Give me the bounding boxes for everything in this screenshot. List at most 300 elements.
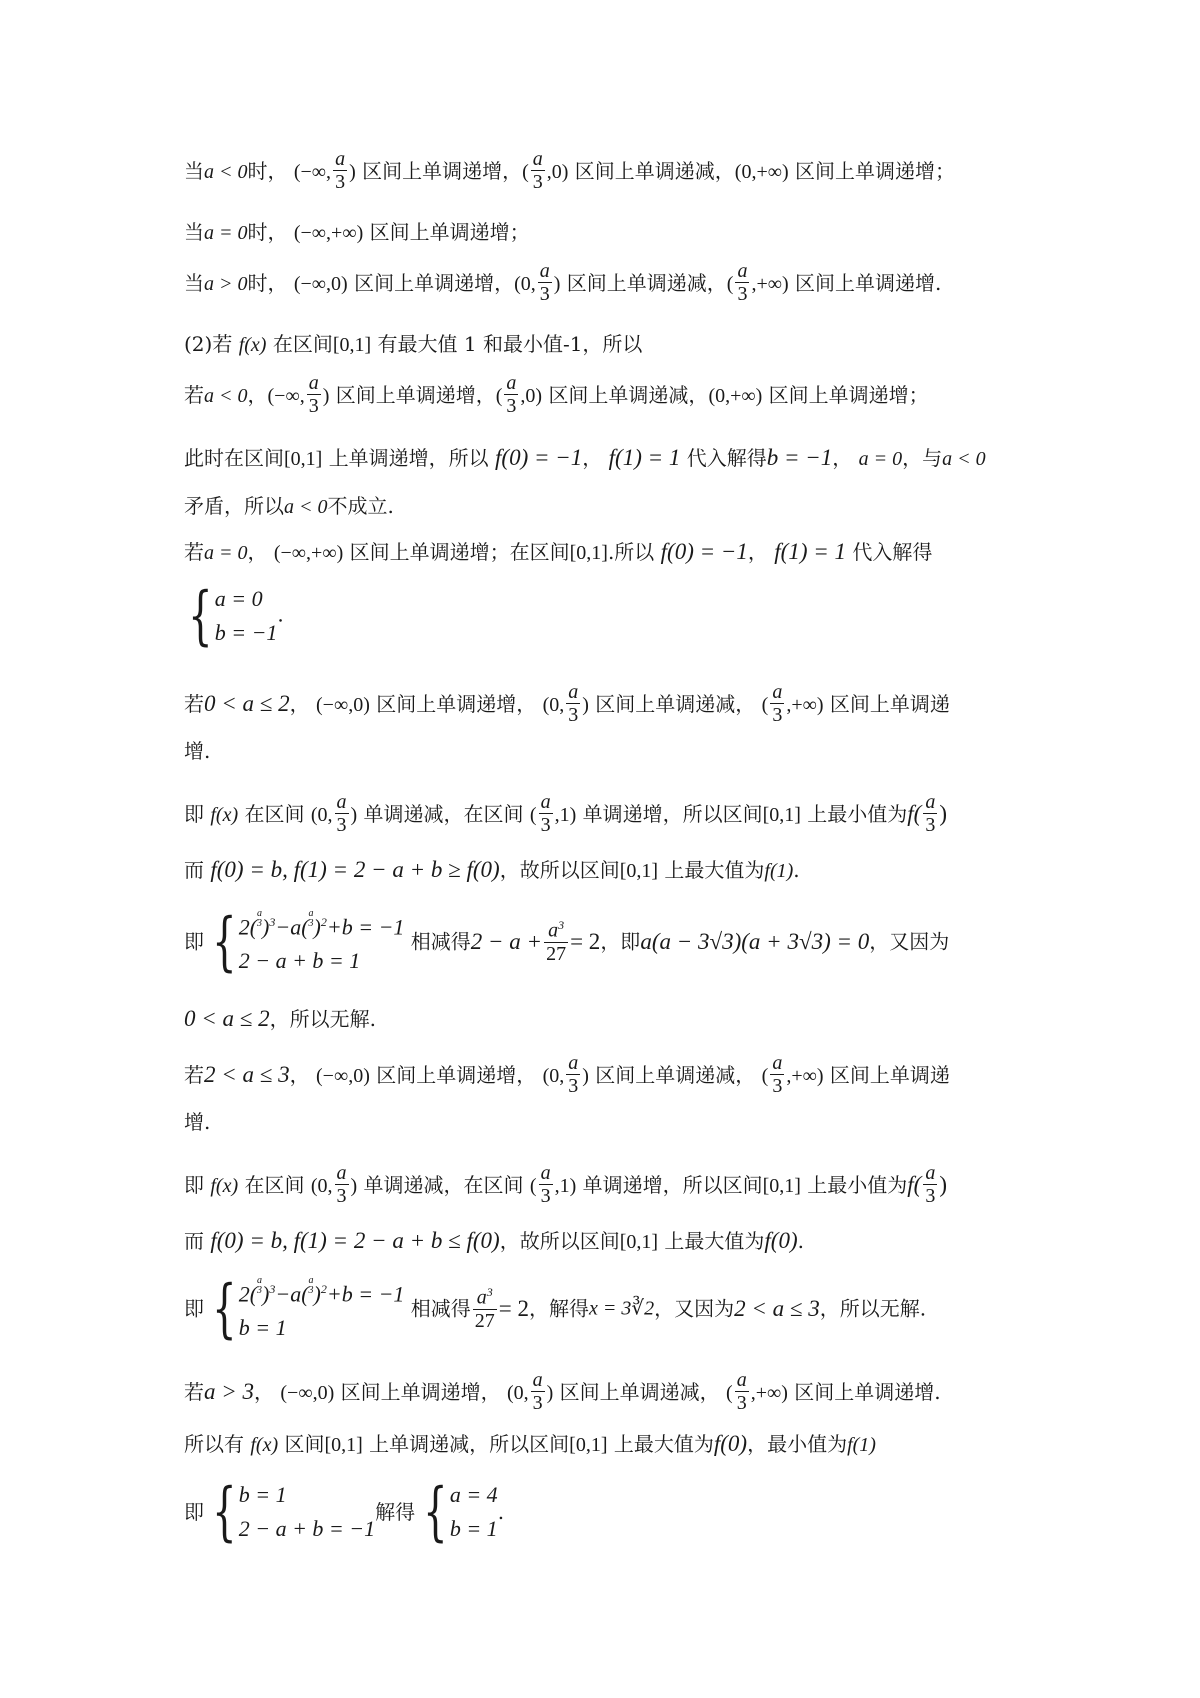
math: (−∞, [267, 385, 305, 407]
fraction [333, 148, 347, 193]
text: 此时在区间 [184, 446, 284, 470]
math: f(0) = b, f(1) = 2 − a + b ≥ f(0) [210, 857, 500, 882]
eq-part: ) [262, 914, 270, 940]
text: 即 [184, 1500, 204, 1524]
numerator: a [257, 1275, 263, 1286]
equation-system-2 [184, 905, 1054, 978]
text: 时， [247, 159, 288, 183]
fraction [923, 791, 937, 836]
system-body [239, 905, 405, 978]
math: ) [322, 385, 330, 407]
math: ) [553, 273, 561, 295]
fraction [335, 1162, 349, 1207]
math: f(0) [713, 1431, 748, 1456]
math: ( [726, 273, 734, 295]
math: = 2 [570, 929, 601, 955]
text: 区间上单调递增， [335, 383, 496, 407]
text: 在区间 [272, 332, 333, 356]
denominator: 3 [772, 1075, 783, 1097]
equation: b = 1 [238, 1482, 287, 1507]
text: 在区间 [244, 802, 305, 826]
math: ,+∞) [786, 694, 824, 716]
eq-part: ) [262, 1281, 270, 1307]
math: 0 < a ≤ 2 [204, 691, 290, 716]
text: 若 [184, 692, 204, 716]
math: ) [546, 1382, 554, 1404]
denominator: 3 [336, 1185, 347, 1207]
text: ， [289, 1063, 310, 1087]
numerator: a [772, 1052, 783, 1074]
numerator: a [925, 1162, 936, 1184]
denominator: 27 [546, 943, 567, 965]
text: 上最大值为 [664, 858, 765, 882]
math: a > 0 [204, 273, 248, 295]
equation: 2 − a + b = 1 [238, 948, 361, 974]
text: 单调递减，在区间 [363, 1173, 524, 1197]
eq-part: ) [313, 1281, 321, 1307]
math: b = −1 [766, 445, 833, 470]
math: ( [529, 804, 537, 826]
math: [0,1] [619, 1231, 659, 1253]
system-body [215, 582, 278, 650]
math: ( [522, 161, 529, 183]
math: f(1) = 1 [774, 539, 847, 564]
text: 若 [184, 1380, 204, 1404]
fraction [539, 791, 553, 836]
text: ，即 [600, 929, 641, 954]
text-line-12 [184, 793, 1054, 838]
text: 不成立. [327, 494, 394, 518]
denominator: 27 [474, 1310, 495, 1332]
math: (0,+∞) [708, 385, 763, 407]
text: 相减得 [410, 929, 471, 954]
denominator: 3 [772, 704, 783, 726]
math: [0,1] [569, 542, 608, 564]
fraction [307, 372, 321, 417]
text: 即 [184, 802, 204, 826]
text: ，与 [902, 446, 943, 470]
math: f(0) = −1 [660, 539, 748, 564]
denominator: 3 [736, 1392, 747, 1414]
math: f(x) [210, 804, 239, 826]
denominator: 3 [335, 171, 346, 193]
text-line-8 [184, 540, 1054, 563]
text: 而 [184, 1229, 204, 1253]
math: ) [939, 801, 948, 826]
text: 区间上单调递减， [574, 159, 735, 183]
text: 区间上单调递增. [795, 271, 942, 295]
text-line-10 [184, 683, 1054, 728]
text: 解得 [375, 1500, 416, 1524]
text: 单调递增，所以区间 [582, 802, 763, 826]
denominator: 3 [532, 1392, 543, 1414]
text: ，又因为 [869, 929, 950, 954]
text: 上单调递减，所以区间 [369, 1432, 570, 1456]
text-line-15 [184, 1007, 1054, 1030]
fraction [566, 1052, 580, 1097]
text: 区间上单调递增， [376, 1063, 537, 1087]
eq-part: 2( [238, 914, 258, 940]
text: 若 [184, 383, 204, 407]
equation [239, 905, 405, 944]
fraction [735, 260, 749, 305]
math: (0, [506, 1382, 529, 1404]
text: 若 [184, 540, 204, 564]
text-line-3 [184, 262, 1054, 307]
numerator [473, 1281, 497, 1309]
numerator: a [737, 260, 748, 282]
equation: a = 4 [449, 1482, 498, 1507]
left-brace: { [423, 1475, 448, 1549]
fraction [544, 914, 568, 965]
denominator: 3 [257, 918, 263, 929]
text: ，故所以区间 [499, 858, 620, 882]
math: a < 0 [204, 161, 248, 183]
text: 即 [184, 929, 204, 954]
text: 上最大值为 [664, 1229, 765, 1253]
denominator: 3 [925, 1185, 936, 1207]
math: a = 0 [858, 448, 903, 470]
math: f(1) [847, 1434, 876, 1456]
text: 区间上单调递增； [768, 383, 929, 407]
math: (−∞,0) [293, 273, 348, 295]
text-line-4 [184, 334, 1054, 355]
text: ， [247, 540, 268, 564]
text: ， [247, 383, 268, 407]
math: (0, [310, 804, 333, 826]
text: 当 [184, 271, 204, 295]
text: ，最小值为 [747, 1432, 848, 1456]
equation: 2 − a + b = −1 [238, 1516, 376, 1541]
math: f(1) = 1 [608, 445, 681, 470]
text: . [497, 1500, 505, 1524]
math: f(x) [238, 334, 267, 356]
denominator: 3 [257, 1285, 263, 1296]
math: ,0) [546, 161, 569, 183]
fraction [531, 148, 545, 193]
equation-system-1 [180, 579, 1050, 653]
text: 区间上单调递减， [548, 383, 709, 407]
text-line-21 [184, 1371, 1054, 1416]
denominator: 3 [925, 814, 936, 836]
equation: a = 0 [214, 586, 263, 611]
math: (−∞, [293, 161, 332, 183]
text-line-1 [184, 150, 1054, 195]
math: ) [582, 1065, 589, 1087]
text: ，所以无解. [819, 1296, 927, 1321]
text-line-22 [184, 1432, 1054, 1455]
math: f( [907, 1172, 922, 1197]
numerator: a [736, 1369, 747, 1391]
text: 在区间 [244, 1173, 305, 1197]
fraction [539, 1162, 553, 1207]
eq-part: +b = −1 [326, 1281, 405, 1307]
math: (0, [310, 1175, 333, 1197]
text-line-19 [184, 1229, 1054, 1252]
text: 区间上单调递增；在区间 [349, 540, 570, 564]
text-line-18 [184, 1164, 1054, 1209]
math: ,1) [554, 1175, 577, 1197]
text: ， [747, 540, 768, 564]
denominator: 3 [568, 704, 579, 726]
text: 区间上单调递增， [354, 271, 515, 295]
math: a < 0 [204, 385, 248, 407]
text: 区间上单调递增， [362, 159, 523, 183]
denominator: 3 [539, 283, 550, 305]
math: (−∞,+∞) [293, 222, 364, 244]
text: 区间上单调递增； [795, 159, 956, 183]
math: ( [529, 1175, 537, 1197]
text-line-5 [184, 374, 1054, 419]
numerator: a [568, 1052, 579, 1074]
fraction [504, 372, 518, 417]
text: 时， [247, 271, 288, 295]
text: 若 [184, 1063, 204, 1087]
text: 区间上单调递增， [376, 692, 537, 716]
math: 0 < a ≤ 2 [184, 1006, 270, 1031]
system-body [239, 1478, 375, 1546]
math: 2 − a + [470, 929, 543, 955]
text: 区间上单调递增； [369, 220, 530, 244]
text-line-16 [184, 1054, 1054, 1099]
math: x = 3∛2 [589, 1297, 655, 1320]
text: 区间上单调递减， [595, 1063, 756, 1087]
exponent: 2 [320, 915, 327, 929]
eq-part: +b = −1 [326, 914, 405, 940]
text: 当 [184, 159, 204, 183]
numerator: a [308, 372, 319, 394]
text: 区间上单调递增. [794, 1380, 941, 1404]
math: ,+∞) [750, 1382, 788, 1404]
exponent: 3 [269, 915, 276, 929]
text-line-6 [184, 446, 1054, 469]
fraction [335, 791, 349, 836]
denominator: 3 [737, 283, 748, 305]
equation-system-4 [184, 1475, 1054, 1549]
numerator [544, 914, 568, 942]
text: 当 [184, 220, 204, 244]
numerator: a [532, 1369, 543, 1391]
text: (2)若 [184, 332, 233, 356]
text: 上最小值为 [807, 802, 908, 826]
numerator: a [308, 908, 314, 919]
left-brace: { [212, 1271, 237, 1346]
math: f(0) [764, 1228, 798, 1253]
text: 区间上单调递增， [340, 1380, 501, 1404]
text: .所以 [607, 540, 655, 564]
equation: b = 1 [238, 1315, 287, 1341]
numerator: a [772, 681, 783, 703]
equation: b = 1 [449, 1516, 498, 1541]
math: a = 0 [204, 542, 248, 564]
math: 2 < a ≤ 3 [204, 1062, 290, 1087]
text: 上单调递增，所以 [328, 446, 489, 470]
text: ，又因为 [654, 1296, 735, 1321]
math: f(x) [250, 1434, 279, 1456]
math: (0, [542, 694, 565, 716]
exponent: 3 [486, 1285, 493, 1300]
math: (0, [514, 273, 536, 295]
math: a < 0 [284, 496, 328, 518]
text: 单调递减，在区间 [363, 802, 524, 826]
math: (−∞,0) [316, 1065, 370, 1087]
text: 即 [184, 1173, 204, 1197]
math: f(0) = b, f(1) = 2 − a + b ≤ f(0) [210, 1228, 500, 1253]
numerator: a [336, 1162, 347, 1184]
text: ，解得 [529, 1296, 590, 1321]
math: f(0) = −1 [495, 445, 583, 470]
math: f(x) [210, 1175, 239, 1197]
denominator: 3 [506, 395, 517, 417]
math: a(a − 3√3)(a + 3√3) = 0 [640, 929, 870, 955]
text: 增. [184, 739, 211, 763]
numerator: a [568, 681, 579, 703]
math: ( [495, 385, 503, 407]
text: 区间上单调递 [829, 692, 950, 716]
equation: b = −1 [214, 620, 278, 645]
denominator: 3 [568, 1075, 579, 1097]
numerator: a [335, 148, 346, 170]
numerator: a [540, 791, 551, 813]
text-line-17 [184, 1112, 1054, 1132]
fraction [770, 681, 784, 726]
math: [0,1] [762, 804, 801, 826]
math: [0,1] [332, 334, 372, 356]
fraction [770, 1052, 784, 1097]
denominator: 3 [336, 814, 347, 836]
text-line-2 [184, 222, 1054, 243]
text: . [277, 602, 284, 627]
text: 代入解得 [686, 446, 767, 470]
text: . [793, 858, 800, 882]
system-body [239, 1272, 405, 1345]
math: f( [907, 801, 922, 826]
math: 2 < a ≤ 3 [734, 1296, 820, 1322]
left-brace: { [212, 904, 237, 979]
math: a = 0 [204, 222, 248, 244]
text: ， [582, 446, 603, 470]
numerator: a [336, 791, 347, 813]
math: f(1) [764, 860, 794, 882]
fraction [566, 681, 580, 726]
text: 时， [247, 220, 288, 244]
text: ，故所以区间 [499, 1229, 620, 1253]
left-brace: { [188, 579, 213, 653]
text: 相减得 [410, 1296, 471, 1321]
denominator: 3 [540, 1185, 551, 1207]
text: ， [254, 1380, 275, 1404]
numerator: a [257, 908, 263, 919]
text: 区间上单调递减， [595, 692, 756, 716]
left-brace: { [212, 1475, 237, 1549]
denominator: 3 [308, 1285, 314, 1296]
math: [0,1] [619, 860, 659, 882]
math: ) [349, 161, 356, 183]
text: 有最大值 1 和最小值-1，所以 [377, 332, 643, 356]
numerator: a [308, 1275, 314, 1286]
eq-part: −a( [275, 1281, 309, 1307]
numerator-base: a [476, 1287, 487, 1309]
text: 上最小值为 [807, 1173, 908, 1197]
math: = 2 [498, 1296, 530, 1322]
math: ) [582, 694, 589, 716]
fraction [473, 1281, 497, 1332]
text-line-11 [184, 741, 1054, 761]
math: ,1) [554, 804, 577, 826]
denominator: 3 [308, 918, 314, 929]
math: ) [350, 804, 358, 826]
text: 单调递增，所以区间 [582, 1173, 763, 1197]
equation-system-3 [184, 1272, 1054, 1345]
text: 增. [184, 1110, 211, 1134]
text: 即 [184, 1296, 204, 1321]
math: (0, [542, 1065, 565, 1087]
text-line-13 [184, 858, 1054, 881]
math: (−∞,0) [280, 1382, 335, 1404]
text: 区间 [284, 1432, 325, 1456]
numerator-base: a [548, 920, 559, 942]
math: ,+∞) [786, 1065, 824, 1087]
text: 上最大值为 [613, 1432, 714, 1456]
math: ( [761, 694, 769, 716]
eq-part: ) [313, 914, 321, 940]
fraction [531, 1369, 545, 1414]
text: 矛盾，所以 [184, 494, 284, 518]
text: 代入解得 [852, 540, 933, 564]
equation [239, 1272, 405, 1311]
denominator: 3 [308, 395, 319, 417]
numerator: a [540, 1162, 551, 1184]
fraction [538, 260, 552, 305]
math: (0,+∞) [734, 161, 789, 183]
math: a < 0 [942, 448, 986, 470]
math: ( [726, 1382, 733, 1404]
eq-part: −a( [275, 914, 309, 940]
math: [0,1] [324, 1434, 363, 1456]
fraction [735, 1369, 749, 1414]
math: ) [939, 1172, 948, 1197]
exponent: 2 [320, 1282, 327, 1296]
math: ,+∞) [751, 273, 789, 295]
math: ( [761, 1065, 769, 1087]
text: . [797, 1229, 804, 1253]
numerator: a [532, 148, 543, 170]
system-body [450, 1478, 498, 1546]
math: (−∞,0) [316, 694, 370, 716]
math: a > 3 [204, 1379, 255, 1404]
exponent: 3 [269, 1282, 276, 1296]
numerator: a [925, 791, 936, 813]
math: [0,1] [284, 448, 323, 470]
math: [0,1] [762, 1175, 801, 1197]
eq-part: 2( [238, 1281, 258, 1307]
denominator: 3 [532, 171, 543, 193]
numerator: a [539, 260, 550, 282]
math: (−∞,+∞) [273, 542, 344, 564]
text: ， [832, 446, 853, 470]
math: ) [350, 1175, 358, 1197]
text: 所以有 [184, 1432, 244, 1456]
math: ,0) [520, 385, 543, 407]
exponent: 3 [558, 918, 565, 933]
text: 区间上单调递 [829, 1063, 950, 1087]
text: 区间上单调递减， [559, 1380, 720, 1404]
text: 而 [184, 858, 204, 882]
fraction [923, 1162, 937, 1207]
text: ， [289, 692, 310, 716]
numerator: a [506, 372, 517, 394]
math: [0,1] [569, 1434, 608, 1456]
